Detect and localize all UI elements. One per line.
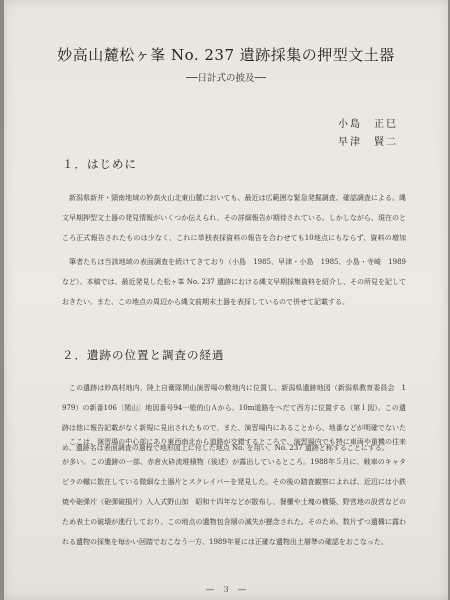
author-name: 小島 正巳 <box>338 119 398 130</box>
paragraph: 新潟県新井・頸南地域の妙高火山北東山麓においても、最近は広範囲な緊急発掘調査、確認調査による。縄文早期押型文土器の発見情報がいくつか伝えられ、その詳細報告が期待されている。しかしながら、現在のところ正式報告されたものは少なく、これに単独表採資料の報告を合わせても10地点にもならず、資料の増加 <box>62 194 406 242</box>
author-list <box>338 116 398 152</box>
section-heading-introduction: １．はじめに <box>62 157 137 171</box>
document-title: 妙高山麓松ヶ峯 No. 237 遺跡採集の押型文土器 <box>57 46 395 64</box>
document-page <box>4 0 448 600</box>
document-subtitle: ──日計式の披及── <box>186 73 266 84</box>
page-number: ― ３ ― <box>206 585 246 594</box>
author-name: 早津 賢二 <box>338 137 398 148</box>
paragraph: この遺跡は妙高村地内、陸上自衛隊関山演習場の敷地内に位置し、新潟県遺跡地図（新潟県教育委員会 1979）の新番106〔関山〕地図番号94一般的山Ａから、10m道路をへだて西方に位置する（第１図）。この遺跡は他に報告記載がなく新規に見出されたもので、また、演習場内にあることから、地番などが明確でないため、遺跡名は表面調査の過程で地形図上に付した地点 No. を用い、No. 237 遺跡と称することにする。 <box>62 384 406 452</box>
paragraph: ここは、演習場の中心部にあり東西南北から道路が交錯するところで、演習場内でも特に車両や重機の往来が多い。この遺跡の一部、赤倉火砕流堆積物（後述）が露出しているところ。1988年５月に、戦車のキャタピラの轍に散在している微細な土器片とスクレイパーを発見した。その後の踏査観察によれば、近辺には小鉄焼や砲弾片（砲弾破損片）入人式野山加 昭和十四年などが散布し、餐櫃や土塊の横築、野営地の設営などのため表土の破壊が進行しており、この地点の遺物包含層の滅失が懸念された。そのため、数片ずつ遺構に露われる遺物の採集を毎かい回踏でおこなう一方、1989年夏には正確な遺物出土層準の確認をおこなった。 <box>62 438 406 546</box>
section-heading-site-location: ２．遺跡の位置と調査の経過 <box>62 348 225 362</box>
paragraph: 筆者たちは当該地域の表面調査を続けてきており（小島 1985、早津・小島 1985、小島・寺崎 1989など）、本稿では、最近発見した松ヶ峯 No. 237 遺跡における縄文早期採集資料を紹介し、その所見を記しておきたい。また、この地点の周辺から縄文前期末土器を表採しているので併せて記載する。 <box>62 258 406 306</box>
